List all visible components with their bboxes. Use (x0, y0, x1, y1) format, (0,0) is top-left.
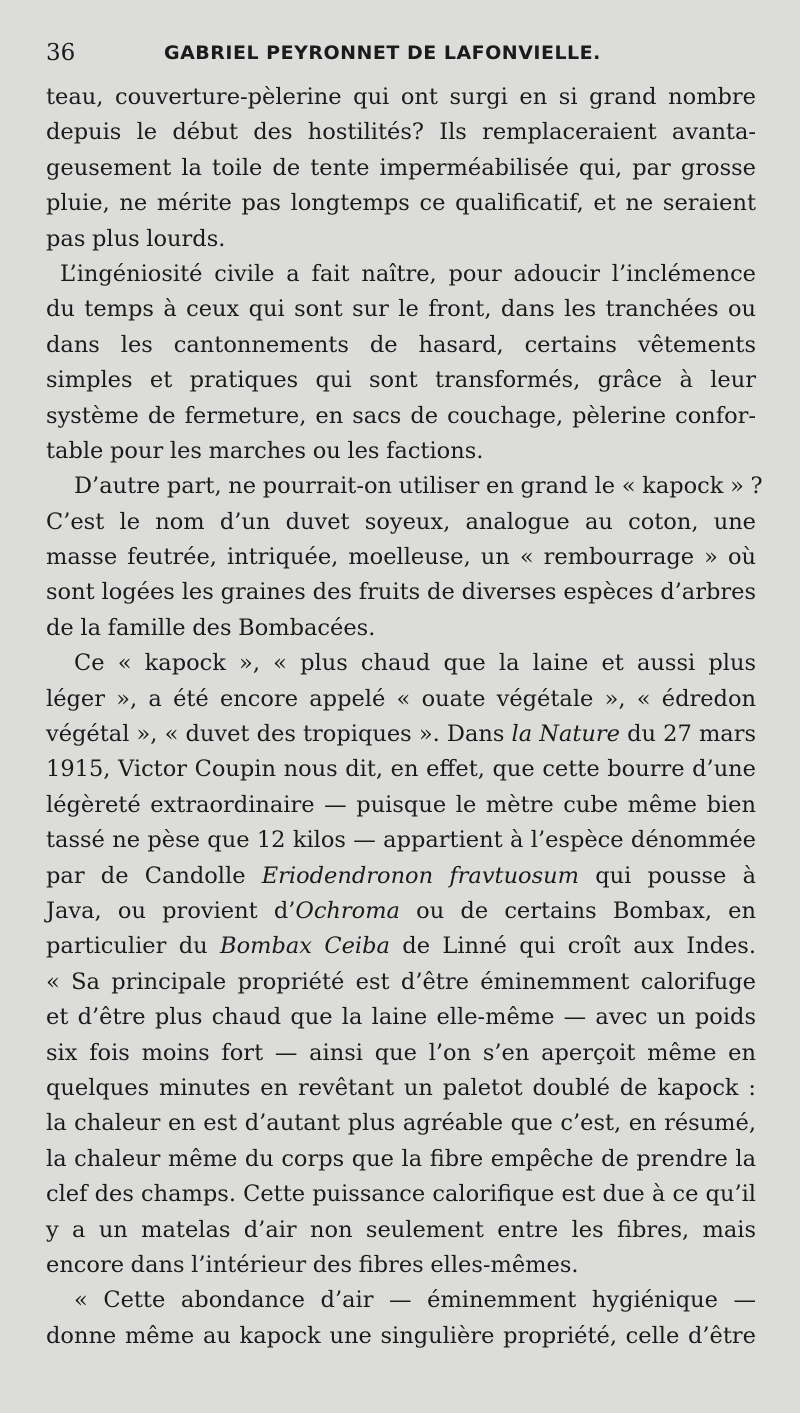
page-header (46, 38, 756, 78)
text-line: six fois moins fort — ainsi que l’on s’en aperçoit même en (46, 1039, 756, 1066)
italic-term: la Nature (511, 721, 620, 748)
text-line: pas plus lourds. (46, 225, 226, 252)
text-line: et d’être plus chaud que la laine elle-même — avec un poids (46, 1004, 756, 1031)
text-line: la chaleur même du corps que la fibre empêche de prendre la (46, 1145, 756, 1172)
body-text (46, 80, 763, 1354)
text-line: pluie, ne mérite pas longtemps ce qualificatif, et ne seraient (46, 190, 756, 217)
text-line: Java, ou provient d’Ochroma ou de certains Bombax, en (46, 897, 756, 924)
text-line: système de fermeture, en sacs de couchage, pèlerine confor- (46, 402, 756, 429)
text-line: dans les cantonnements de hasard, certains vêtements (46, 331, 756, 358)
page-number: 36 (46, 40, 76, 66)
text-line: L’ingéniosité civile a fait naître, pour adoucir l’inclémence (60, 260, 756, 287)
text-line: geusement la toile de tente imperméabilisée qui, par grosse (46, 154, 756, 181)
text-line: léger », a été encore appelé « ouate végétale », « édredon (46, 685, 756, 712)
text-line: C’est le nom d’un duvet soyeux, analogue au coton, une (46, 508, 756, 535)
text-line: tassé ne pèse que 12 kilos — appartient à l’espèce dénommée (46, 827, 756, 854)
text-line: simples et pratiques qui sont transformés, grâce à leur (46, 367, 756, 394)
text-line: table pour les marches ou les factions. (46, 437, 484, 464)
text-line: « Cette abondance d’air — éminemment hygiénique — (74, 1287, 756, 1314)
text-line: teau, couverture-pèlerine qui ont surgi en si grand nombre (46, 84, 756, 110)
text-line: du temps à ceux qui sont sur le front, dans les tranchées ou (46, 296, 756, 323)
text-line: légèreté extraordinaire — puisque le mètre cube même bien (46, 791, 756, 818)
text-line: « Sa principale propriété est d’être éminemment calorifuge (46, 968, 756, 995)
italic-term: Eriodendronon fravtuosum (261, 862, 579, 889)
text-line: depuis le début des hostilités? Ils remplaceraient avanta- (46, 119, 756, 146)
text-line: 1915, Victor Coupin nous dit, en effet, que cette bourre d’une (46, 756, 756, 783)
running-head: GABRIEL PEYRONNET DE LAFONVIELLE. (164, 42, 601, 64)
text-line: par de Candolle Eriodendronon fravtuosum qui pousse à (46, 862, 756, 889)
text-line: Ce « kapock », « plus chaud que la laine et aussi plus (74, 650, 756, 677)
text-line: y a un matelas d’air non seulement entre les fibres, mais (46, 1216, 756, 1243)
text-line: végétal », « duvet des tropiques ». Dans la Nature du 27 mars (46, 721, 756, 748)
text-line: particulier du Bombax Ceiba de Linné qui croît aux Indes. (46, 933, 756, 960)
italic-term: Ochroma (295, 897, 400, 924)
italic-term: Bombax Ceiba (220, 933, 390, 960)
text-line: quelques minutes en revêtant un paletot doublé de kapock : (46, 1074, 756, 1101)
text-line: encore dans l’intérieur des fibres elles-mêmes. (46, 1251, 579, 1278)
text-line: D’autre part, ne pourrait-on utiliser en grand le « kapock » ? (74, 473, 763, 500)
text-line: masse feutrée, intriquée, moelleuse, un « rembourrage » où (46, 544, 756, 571)
text-line: clef des champs. Cette puissance calorifique est due à ce qu’il (46, 1181, 756, 1208)
text-line: de la famille des Bombacées. (46, 614, 376, 641)
text-line: sont logées les graines des fruits de diverses espèces d’arbres (46, 579, 756, 606)
text-line: donne même au kapock une singulière propriété, celle d’être (46, 1322, 756, 1349)
text-line: la chaleur en est d’autant plus agréable que c’est, en résumé, (46, 1110, 756, 1137)
